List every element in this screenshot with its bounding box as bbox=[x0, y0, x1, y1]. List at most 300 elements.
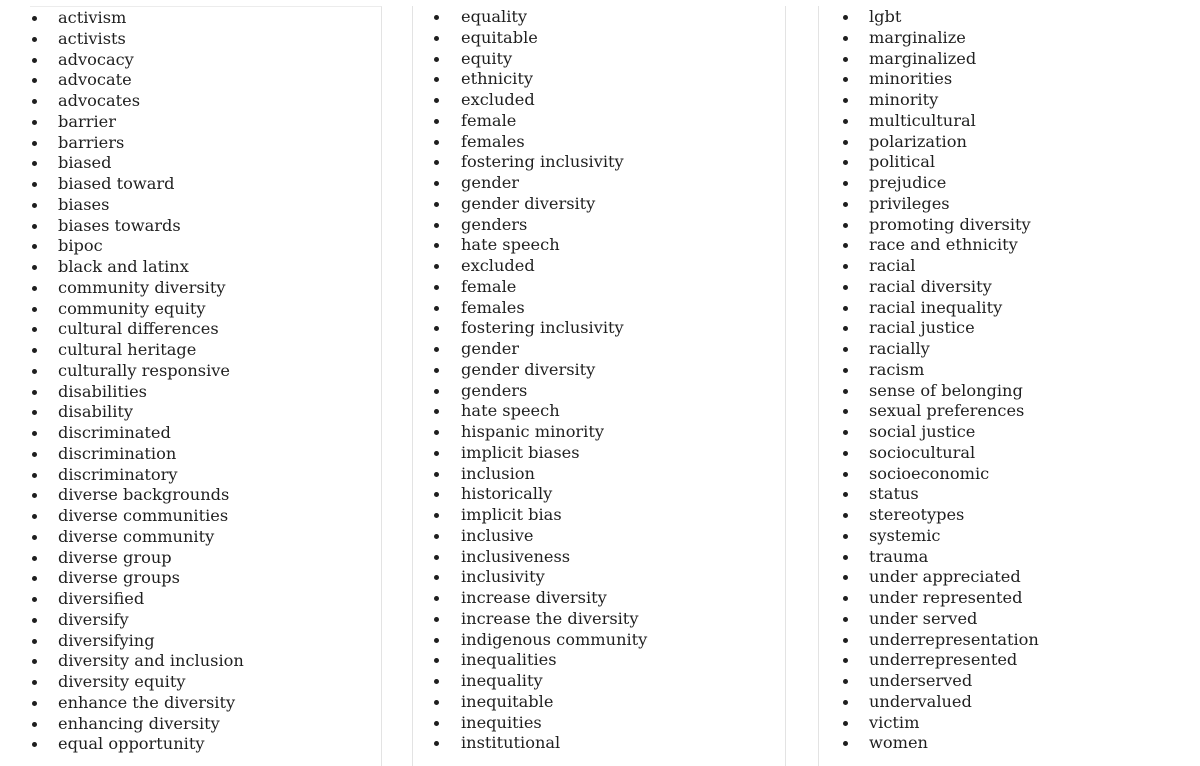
list-item bbox=[461, 215, 647, 236]
bullet-icon bbox=[434, 326, 439, 331]
bullet-icon bbox=[843, 119, 848, 124]
list-item-text: diverse group bbox=[58, 547, 172, 567]
list-item-text: activism bbox=[58, 8, 127, 27]
bullet-icon bbox=[32, 16, 37, 21]
list-item-text: increase the diversity bbox=[461, 608, 639, 628]
list-item bbox=[869, 298, 1039, 319]
bullet-icon bbox=[32, 597, 37, 602]
list-item bbox=[461, 28, 647, 49]
bullet-icon bbox=[434, 617, 439, 622]
bullet-icon bbox=[843, 700, 848, 705]
list-item bbox=[869, 7, 1039, 28]
list-item bbox=[869, 132, 1039, 153]
document-column-3 bbox=[818, 6, 1200, 766]
list-item bbox=[461, 318, 647, 339]
bullet-icon bbox=[843, 679, 848, 684]
bullet-icon bbox=[843, 741, 848, 746]
list-item bbox=[58, 361, 244, 382]
list-item-text: women bbox=[869, 733, 928, 753]
list-item-text: polarization bbox=[869, 131, 967, 151]
bullet-icon bbox=[843, 181, 848, 186]
list-item bbox=[869, 567, 1039, 588]
list-item-text: institutional bbox=[461, 733, 561, 753]
bullet-icon bbox=[32, 618, 37, 623]
list-item-text: historically bbox=[461, 484, 553, 504]
list-item-text: fostering inclusivity bbox=[461, 318, 624, 338]
list-item-text: bipoc bbox=[58, 236, 103, 256]
bullet-icon bbox=[32, 265, 37, 270]
list-item bbox=[58, 340, 244, 361]
list-item bbox=[461, 277, 647, 298]
list-item bbox=[58, 548, 244, 569]
list-item-text: racially bbox=[869, 339, 930, 358]
bullet-icon bbox=[434, 181, 439, 186]
list-item bbox=[58, 714, 244, 735]
list-item bbox=[869, 692, 1039, 713]
bullet-icon bbox=[843, 596, 848, 601]
bullet-icon bbox=[434, 306, 439, 311]
list-item bbox=[869, 381, 1039, 402]
bullet-icon bbox=[434, 264, 439, 269]
list-item-text: inequality bbox=[461, 671, 543, 690]
list-item bbox=[869, 28, 1039, 49]
bullet-icon bbox=[434, 513, 439, 518]
bullet-icon bbox=[843, 638, 848, 643]
list-item-text: black and latinx bbox=[58, 257, 189, 276]
list-item-text: promoting diversity bbox=[869, 214, 1031, 234]
bullet-icon bbox=[32, 348, 37, 353]
list-item bbox=[869, 173, 1039, 194]
list-item bbox=[461, 464, 647, 485]
bullet-icon bbox=[32, 78, 37, 83]
list-item bbox=[58, 236, 244, 257]
list-item bbox=[58, 402, 244, 423]
list-item bbox=[461, 588, 647, 609]
list-item-text: female bbox=[461, 110, 517, 130]
bullet-icon bbox=[843, 140, 848, 145]
bullet-icon bbox=[32, 473, 37, 478]
list-item-text: underrepresented bbox=[869, 650, 1018, 670]
list-item-text: ethnicity bbox=[461, 69, 534, 89]
bullet-icon bbox=[434, 160, 439, 165]
list-item-text: under appreciated bbox=[869, 567, 1021, 587]
list-item-text: sociocultural bbox=[869, 442, 976, 462]
list-item-text: excluded bbox=[461, 256, 535, 275]
list-item bbox=[869, 443, 1039, 464]
list-item bbox=[58, 444, 244, 465]
list-item-text: racial diversity bbox=[869, 276, 992, 296]
list-item-text: implicit bias bbox=[461, 505, 562, 524]
list-item bbox=[58, 8, 244, 29]
list-item-text: hate speech bbox=[461, 235, 560, 255]
bullet-icon bbox=[843, 98, 848, 103]
list-item-text: discriminatory bbox=[58, 464, 178, 484]
list-item-text: equality bbox=[461, 7, 528, 26]
list-item bbox=[869, 484, 1039, 505]
bullet-icon bbox=[843, 306, 848, 311]
list-item bbox=[869, 547, 1039, 568]
list-item bbox=[58, 29, 244, 50]
list-item bbox=[58, 50, 244, 71]
list-item-text: diversity and inclusion bbox=[58, 651, 244, 671]
list-item bbox=[461, 671, 647, 692]
list-item bbox=[58, 257, 244, 278]
list-item bbox=[461, 713, 647, 734]
list-item bbox=[461, 526, 647, 547]
list-item bbox=[58, 527, 244, 548]
list-item-text: under represented bbox=[869, 588, 1023, 607]
list-item bbox=[58, 112, 244, 133]
bullet-icon bbox=[32, 182, 37, 187]
bullet-icon bbox=[843, 368, 848, 373]
list-item-text: biases towards bbox=[58, 215, 181, 235]
list-item bbox=[869, 111, 1039, 132]
list-item bbox=[58, 693, 244, 714]
bullet-icon bbox=[843, 555, 848, 560]
list-item bbox=[461, 443, 647, 464]
list-item bbox=[869, 422, 1039, 443]
list-item bbox=[869, 256, 1039, 277]
list-item bbox=[869, 69, 1039, 90]
list-item bbox=[58, 278, 244, 299]
list-item bbox=[58, 382, 244, 403]
list-item bbox=[58, 195, 244, 216]
list-item bbox=[58, 589, 244, 610]
bullet-icon bbox=[434, 140, 439, 145]
list-item-text: hispanic minority bbox=[461, 422, 605, 441]
bullet-icon bbox=[843, 223, 848, 228]
list-item bbox=[461, 360, 647, 381]
bullet-icon bbox=[843, 264, 848, 269]
list-item-text: increase diversity bbox=[461, 588, 607, 607]
bullet-icon bbox=[434, 472, 439, 477]
list-item-text: gender bbox=[461, 339, 520, 358]
bullet-icon bbox=[32, 203, 37, 208]
bullet-icon bbox=[843, 36, 848, 41]
list-item bbox=[461, 173, 647, 194]
bullet-icon bbox=[32, 327, 37, 332]
list-item bbox=[869, 49, 1039, 70]
bullet-icon bbox=[32, 576, 37, 581]
bullet-icon bbox=[32, 556, 37, 561]
list-item-text: inequitable bbox=[461, 691, 554, 711]
bullet-icon bbox=[843, 575, 848, 580]
list-item-text: biased bbox=[58, 153, 112, 173]
list-item-text: diverse community bbox=[58, 526, 215, 546]
bullet-icon bbox=[843, 243, 848, 248]
list-item bbox=[461, 630, 647, 651]
list-item-text: discrimination bbox=[58, 443, 177, 463]
bullet-icon bbox=[843, 326, 848, 331]
bullet-icon bbox=[32, 37, 37, 42]
list-item-text: diverse backgrounds bbox=[58, 485, 230, 505]
list-item-text: female bbox=[461, 276, 517, 296]
list-item-text: trauma bbox=[869, 546, 929, 566]
bullet-icon bbox=[434, 638, 439, 643]
bullet-icon bbox=[434, 347, 439, 352]
list-item bbox=[869, 152, 1039, 173]
list-item bbox=[461, 547, 647, 568]
list-item bbox=[461, 733, 647, 754]
list-item-text: minority bbox=[869, 90, 939, 109]
list-item-text: social justice bbox=[869, 422, 976, 441]
bullet-icon bbox=[843, 160, 848, 165]
bullet-icon bbox=[434, 555, 439, 560]
bullet-icon bbox=[32, 224, 37, 229]
bullet-icon bbox=[32, 410, 37, 415]
bullet-icon bbox=[32, 659, 37, 664]
list-item-text: marginalize bbox=[869, 27, 966, 47]
list-item bbox=[461, 339, 647, 360]
bullet-icon bbox=[434, 57, 439, 62]
list-item bbox=[461, 609, 647, 630]
list-item bbox=[58, 70, 244, 91]
list-item bbox=[869, 339, 1039, 360]
list-item-text: diversify bbox=[58, 609, 129, 629]
bullet-icon bbox=[32, 514, 37, 519]
list-item-text: prejudice bbox=[869, 173, 947, 192]
list-item bbox=[58, 174, 244, 195]
list-item-text: multicultural bbox=[869, 110, 976, 130]
document-column-2 bbox=[412, 6, 786, 766]
bullet-icon bbox=[32, 141, 37, 146]
list-item-text: barriers bbox=[58, 132, 125, 152]
list-item bbox=[869, 733, 1039, 754]
list-item-text: culturally responsive bbox=[58, 360, 231, 380]
list-item-text: equity bbox=[461, 48, 513, 68]
bullet-icon bbox=[32, 244, 37, 249]
list-item bbox=[58, 319, 244, 340]
list-item bbox=[869, 215, 1039, 236]
bullet-icon bbox=[32, 307, 37, 312]
list-item bbox=[58, 734, 244, 755]
list-item-text: inequalities bbox=[461, 650, 557, 670]
list-item-text: community diversity bbox=[58, 277, 226, 297]
list-item bbox=[58, 423, 244, 444]
list-item bbox=[461, 567, 647, 588]
list-item-text: inclusivity bbox=[461, 567, 545, 587]
list-item-text: race and ethnicity bbox=[869, 235, 1018, 255]
bullet-icon bbox=[843, 430, 848, 435]
bullet-icon bbox=[434, 430, 439, 435]
bullet-icon bbox=[32, 431, 37, 436]
list-item-text: activists bbox=[58, 28, 126, 48]
list-item-text: females bbox=[461, 297, 525, 317]
list-item-text: inclusive bbox=[461, 525, 534, 545]
list-item-text: fostering inclusivity bbox=[461, 152, 624, 172]
list-item-text: inequities bbox=[461, 712, 542, 732]
list-item bbox=[58, 651, 244, 672]
list-item bbox=[58, 133, 244, 154]
list-item-text: racial inequality bbox=[869, 297, 1003, 317]
list-item bbox=[58, 153, 244, 174]
bullet-icon bbox=[32, 493, 37, 498]
bullet-icon bbox=[434, 389, 439, 394]
list-item bbox=[461, 298, 647, 319]
bullet-icon bbox=[434, 285, 439, 290]
list-item bbox=[461, 484, 647, 505]
list-item bbox=[869, 505, 1039, 526]
list-item-text: racism bbox=[869, 359, 925, 379]
list-item bbox=[869, 526, 1039, 547]
list-item-text: barrier bbox=[58, 111, 116, 131]
list-item-text: political bbox=[869, 152, 936, 172]
bullet-icon bbox=[843, 492, 848, 497]
list-item bbox=[869, 90, 1039, 111]
list-item bbox=[869, 235, 1039, 256]
bullet-icon bbox=[32, 722, 37, 727]
list-item-text: stereotypes bbox=[869, 505, 965, 524]
list-item bbox=[58, 568, 244, 589]
list-item bbox=[461, 90, 647, 111]
bullet-icon bbox=[434, 575, 439, 580]
list-item-text: systemic bbox=[869, 525, 941, 545]
list-item-text: under served bbox=[869, 608, 978, 628]
list-item bbox=[461, 256, 647, 277]
list-item bbox=[869, 401, 1039, 422]
list-item bbox=[58, 631, 244, 652]
bullet-icon bbox=[434, 700, 439, 705]
list-item bbox=[461, 194, 647, 215]
list-item-text: disabilities bbox=[58, 381, 147, 401]
list-item-text: inclusion bbox=[461, 463, 535, 483]
bullet-icon bbox=[434, 658, 439, 663]
list-item-text: females bbox=[461, 131, 525, 151]
bullet-icon bbox=[434, 36, 439, 41]
bullet-icon bbox=[434, 451, 439, 456]
list-item-text: sense of belonging bbox=[869, 380, 1023, 400]
list-item-text: diverse communities bbox=[58, 506, 229, 525]
list-item bbox=[869, 671, 1039, 692]
list-item bbox=[461, 401, 647, 422]
list-item-text: underrepresentation bbox=[869, 629, 1039, 649]
bullet-icon bbox=[434, 223, 439, 228]
list-item bbox=[869, 630, 1039, 651]
bullet-icon bbox=[843, 389, 848, 394]
list-item-text: diversifying bbox=[58, 630, 155, 650]
list-item-text: excluded bbox=[461, 90, 535, 109]
list-item bbox=[869, 194, 1039, 215]
list-item bbox=[58, 299, 244, 320]
list-item bbox=[58, 506, 244, 527]
term-list-column-2 bbox=[461, 7, 647, 754]
list-item-text: advocate bbox=[58, 70, 132, 90]
list-item-text: racial justice bbox=[869, 318, 975, 338]
list-item-text: minorities bbox=[869, 69, 953, 89]
bullet-icon bbox=[434, 741, 439, 746]
list-item-text: genders bbox=[461, 214, 528, 234]
bullet-icon bbox=[32, 120, 37, 125]
list-item bbox=[461, 69, 647, 90]
list-item-text: cultural differences bbox=[58, 319, 219, 339]
list-item bbox=[58, 216, 244, 237]
list-item-text: biased toward bbox=[58, 174, 175, 193]
bullet-icon bbox=[32, 680, 37, 685]
list-item-text: inclusiveness bbox=[461, 546, 571, 566]
list-item bbox=[869, 650, 1039, 671]
list-item-text: underserved bbox=[869, 671, 973, 690]
bullet-icon bbox=[843, 721, 848, 726]
list-item bbox=[461, 132, 647, 153]
bullet-icon bbox=[434, 119, 439, 124]
list-item bbox=[869, 360, 1039, 381]
list-item-text: cultural heritage bbox=[58, 340, 197, 359]
list-item-text: sexual preferences bbox=[869, 401, 1025, 421]
list-item bbox=[869, 318, 1039, 339]
list-item-text: diverse groups bbox=[58, 568, 180, 588]
bullet-icon bbox=[843, 15, 848, 20]
list-item bbox=[58, 672, 244, 693]
list-item-text: victim bbox=[869, 712, 920, 732]
document-column-1 bbox=[30, 6, 382, 766]
bullet-icon bbox=[434, 596, 439, 601]
bullet-icon bbox=[434, 679, 439, 684]
list-item bbox=[58, 610, 244, 631]
bullet-icon bbox=[32, 58, 37, 63]
bullet-icon bbox=[32, 639, 37, 644]
bullet-icon bbox=[843, 451, 848, 456]
list-item-text: diversity equity bbox=[58, 672, 186, 691]
list-item-text: hate speech bbox=[461, 401, 560, 421]
bullet-icon bbox=[843, 285, 848, 290]
bullet-icon bbox=[434, 368, 439, 373]
list-item bbox=[461, 650, 647, 671]
list-item-text: indigenous community bbox=[461, 629, 648, 649]
bullet-icon bbox=[843, 347, 848, 352]
list-item-text: lgbt bbox=[869, 7, 902, 26]
bullet-icon bbox=[32, 99, 37, 104]
list-item-text: equitable bbox=[461, 27, 538, 47]
list-item bbox=[869, 609, 1039, 630]
list-item-text: advocacy bbox=[58, 49, 134, 69]
bullet-icon bbox=[434, 534, 439, 539]
list-item bbox=[58, 485, 244, 506]
term-list-column-1 bbox=[58, 8, 244, 755]
bullet-icon bbox=[32, 742, 37, 747]
list-item-text: privileges bbox=[869, 193, 950, 213]
list-item-text: gender diversity bbox=[461, 193, 596, 213]
list-item-text: disability bbox=[58, 402, 134, 422]
list-item bbox=[461, 111, 647, 132]
list-item-text: undervalued bbox=[869, 691, 972, 711]
list-item-text: diversified bbox=[58, 589, 145, 608]
term-list-column-3 bbox=[869, 7, 1039, 754]
bullet-icon bbox=[843, 409, 848, 414]
list-item bbox=[58, 91, 244, 112]
bullet-icon bbox=[843, 658, 848, 663]
bullet-icon bbox=[843, 513, 848, 518]
bullet-icon bbox=[32, 286, 37, 291]
list-item-text: socioeconomic bbox=[869, 463, 990, 483]
list-item bbox=[461, 692, 647, 713]
list-item bbox=[869, 588, 1039, 609]
list-item-text: status bbox=[869, 484, 919, 504]
bullet-icon bbox=[843, 534, 848, 539]
bullet-icon bbox=[32, 390, 37, 395]
list-item-text: advocates bbox=[58, 91, 141, 110]
bullet-icon bbox=[434, 77, 439, 82]
bullet-icon bbox=[32, 701, 37, 706]
bullet-icon bbox=[843, 77, 848, 82]
list-item-text: enhancing diversity bbox=[58, 713, 220, 733]
list-item bbox=[461, 235, 647, 256]
list-item-text: genders bbox=[461, 380, 528, 400]
list-item bbox=[461, 49, 647, 70]
bullet-icon bbox=[32, 161, 37, 166]
list-item bbox=[461, 152, 647, 173]
list-item bbox=[869, 713, 1039, 734]
list-item bbox=[461, 422, 647, 443]
